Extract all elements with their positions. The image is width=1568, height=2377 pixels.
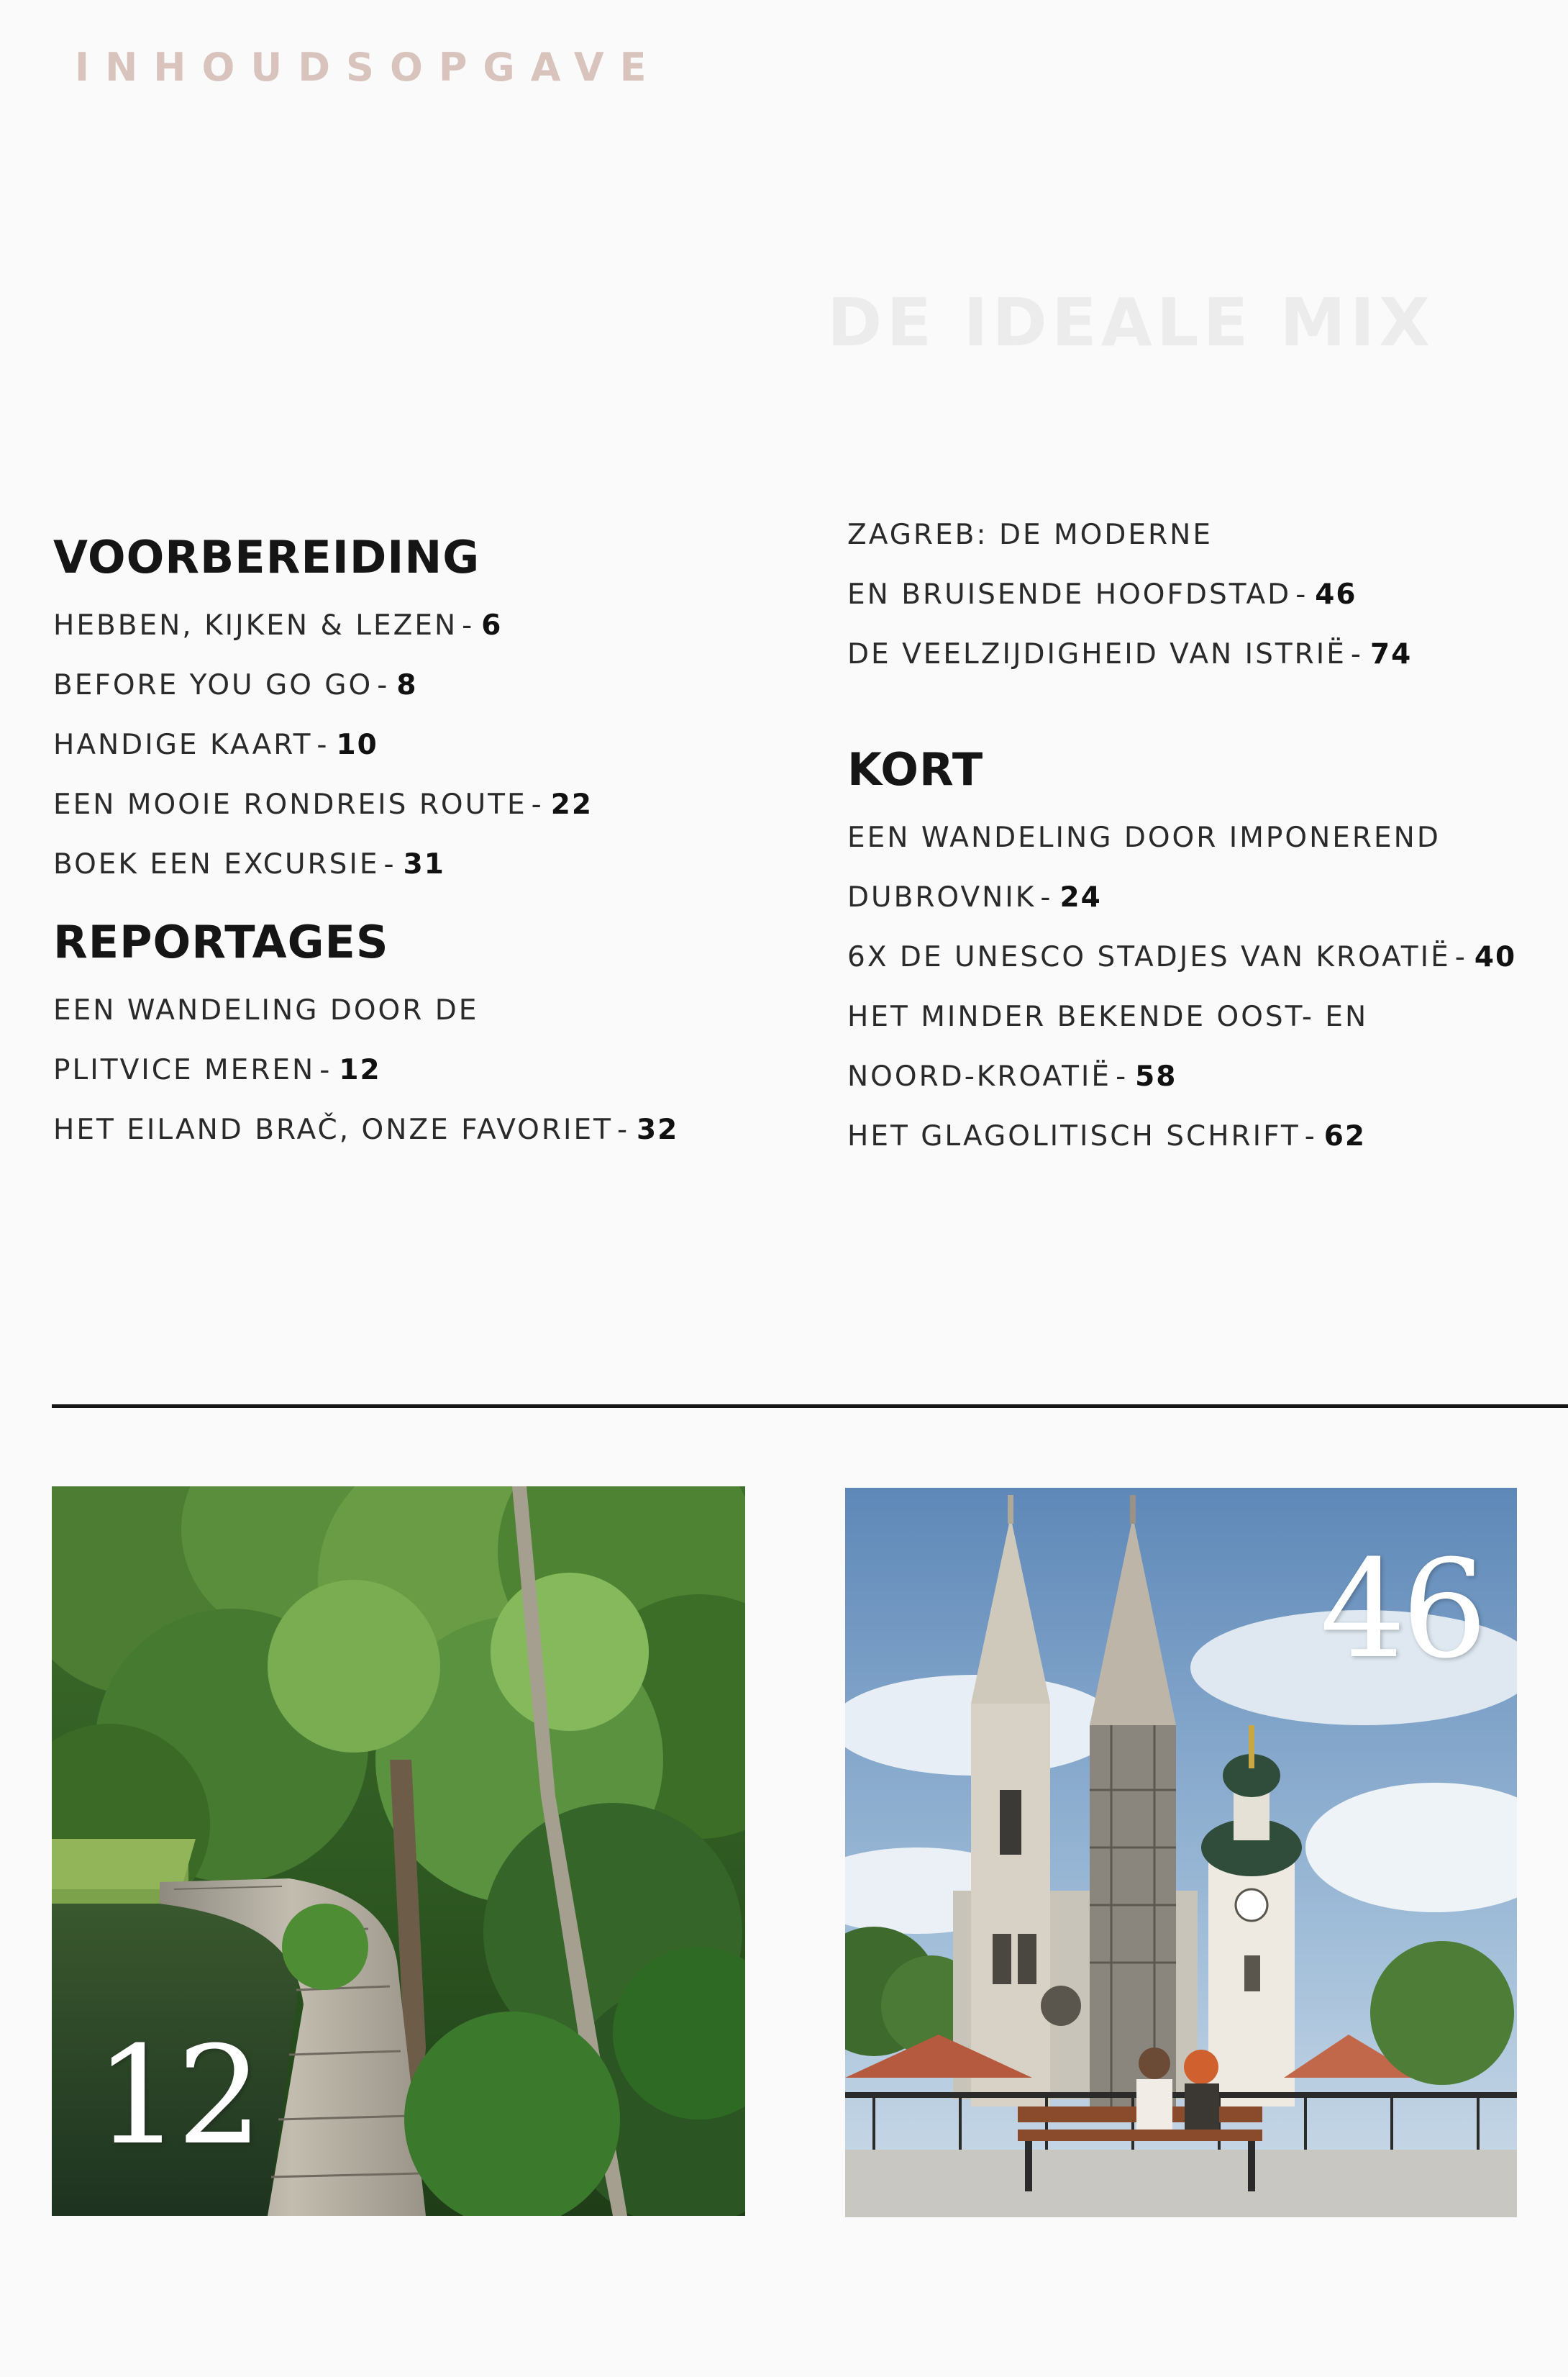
toc-entry-title: BEFORE YOU GO GO xyxy=(53,669,373,701)
toc-entry-title: DE VEELZIJDIGHEID VAN ISTRIË xyxy=(847,638,1346,671)
toc-entry-dash: - xyxy=(316,729,329,761)
toc-list-kort xyxy=(847,808,1567,1166)
toc-entry xyxy=(53,981,772,1040)
toc-entry-title: 6X DE UNESCO STADJES VAN KROATIË xyxy=(847,941,1451,973)
right-column xyxy=(847,519,1567,1166)
toc-entry xyxy=(847,505,1567,565)
toc-entry-title: HEBBEN, KIJKEN & LEZEN xyxy=(53,609,458,642)
photo-plitvice-boardwalk xyxy=(52,1486,745,2216)
left-column xyxy=(53,527,772,1160)
toc-entry-dash: - xyxy=(1454,941,1467,973)
section-title-voorbereiding: VOORBEREIDING xyxy=(53,531,480,583)
page-badge-12: 12 xyxy=(95,2017,259,2175)
toc-entry-dash: - xyxy=(377,669,390,701)
toc-entry-dash: - xyxy=(616,1114,630,1146)
toc-entry-dash: - xyxy=(383,848,396,881)
toc-entry xyxy=(847,565,1567,624)
toc-entry-dash: - xyxy=(1350,638,1363,671)
toc-entry xyxy=(53,715,772,775)
page-header-title: INHOUDSOPGAVE xyxy=(75,45,662,90)
toc-entry-dash: - xyxy=(1295,578,1308,611)
toc-entry xyxy=(53,775,772,835)
toc-entry-title: HANDIGE KAART xyxy=(53,729,313,761)
toc-entry xyxy=(847,987,1567,1047)
toc-entry-title: BOEK EEN EXCURSIE xyxy=(53,848,380,881)
show-through-title: DE IDEALE MIX xyxy=(827,284,1435,361)
toc-entry-page-number: 8 xyxy=(396,669,418,701)
toc-entry xyxy=(53,835,772,894)
toc-entry-title: HET MINDER BEKENDE OOST- EN xyxy=(847,1001,1369,1033)
toc-entry xyxy=(847,624,1567,684)
toc-entry xyxy=(53,596,772,655)
toc-entry xyxy=(53,655,772,715)
toc-entry-page-number: 22 xyxy=(550,788,593,821)
toc-entry xyxy=(847,868,1567,927)
toc-entry-title: PLITVICE MEREN xyxy=(53,1054,316,1086)
toc-entry xyxy=(53,1100,772,1160)
toc-list-reportages-continued xyxy=(847,505,1567,684)
toc-entry-page-number: 31 xyxy=(403,848,445,881)
photo-zagreb-cathedral xyxy=(845,1488,1517,2217)
toc-list-voorbereiding xyxy=(53,596,772,894)
section-title-reportages: REPORTAGES xyxy=(53,916,389,968)
toc-entry-page-number: 46 xyxy=(1315,578,1357,611)
page-badge-46: 46 xyxy=(1320,1531,1484,1689)
toc-entry-title: ZAGREB: DE MODERNE xyxy=(847,519,1213,551)
toc-entry-page-number: 74 xyxy=(1369,638,1413,671)
toc-entry-page-number: 12 xyxy=(339,1054,381,1086)
toc-entry-page-number: 62 xyxy=(1323,1120,1367,1153)
toc-entry xyxy=(847,927,1567,987)
divider-rule xyxy=(52,1404,1568,1408)
toc-entry-page-number: 40 xyxy=(1474,941,1517,973)
toc-entry xyxy=(847,808,1567,868)
toc-entry-dash: - xyxy=(1304,1120,1317,1153)
toc-entry-page-number: 24 xyxy=(1059,881,1102,914)
toc-entry xyxy=(847,1106,1567,1166)
toc-entry-dash: - xyxy=(1040,881,1053,914)
toc-entry-title: HET EILAND BRAČ, ONZE FAVORIET xyxy=(53,1114,613,1146)
toc-entry-title: EN BRUISENDE HOOFDSTAD xyxy=(847,578,1292,611)
toc-entry-title: EEN MOOIE RONDREIS ROUTE xyxy=(53,788,527,821)
toc-entry-page-number: 6 xyxy=(481,609,503,642)
toc-entry-dash: - xyxy=(319,1054,332,1086)
toc-entry-page-number: 32 xyxy=(637,1114,679,1146)
section-title-kort: KORT xyxy=(847,743,984,796)
toc-entry xyxy=(53,1040,772,1100)
toc-entry-page-number: 58 xyxy=(1135,1060,1177,1093)
toc-entry-title: HET GLAGOLITISCH SCHRIFT xyxy=(847,1120,1300,1153)
toc-entry-title: EEN WANDELING DOOR DE xyxy=(53,994,479,1027)
toc-entry-dash: - xyxy=(531,788,544,821)
toc-entry-dash: - xyxy=(1116,1060,1129,1093)
toc-entry-title: EEN WANDELING DOOR IMPONEREND xyxy=(847,822,1441,854)
toc-entry-dash: - xyxy=(462,609,475,642)
toc-entry-title: DUBROVNIK xyxy=(847,881,1036,914)
toc-entry-title: NOORD-KROATIË xyxy=(847,1060,1112,1093)
toc-entry xyxy=(847,1047,1567,1106)
toc-entry-page-number: 10 xyxy=(336,729,378,761)
toc-list-reportages xyxy=(53,981,772,1160)
